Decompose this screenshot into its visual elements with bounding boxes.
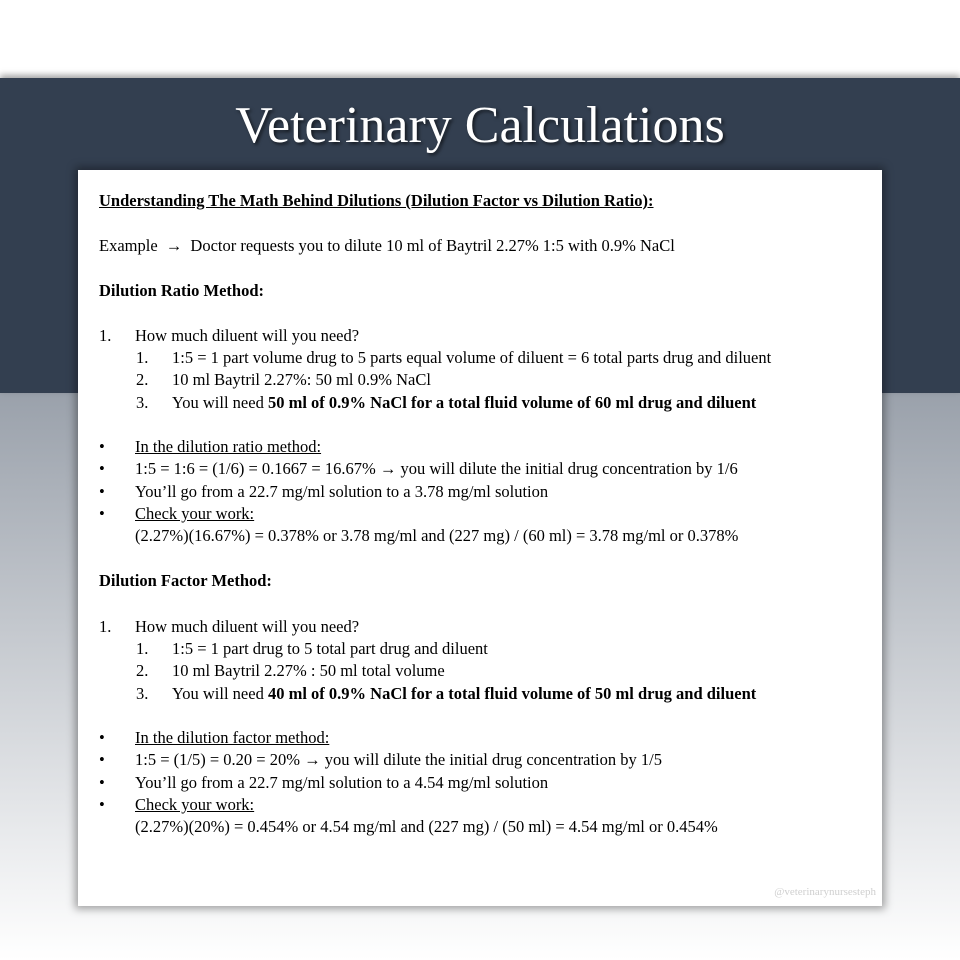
content-card xyxy=(78,170,882,906)
factor-check-text: (2.27%)(20%) = 0.454% or 4.54 mg/ml and (227 mg) / (50 ml) = 4.54 mg/ml or 0.454% xyxy=(135,817,718,836)
bullet-icon: • xyxy=(99,750,105,769)
ratio-bullet-result: You’ll go from a 22.7 mg/ml solution to a 3.78 mg/ml solution xyxy=(135,482,549,501)
factor-calc-post: you will dilute the initial drug concentration by 1/5 xyxy=(320,750,662,769)
factor-method-heading: Dilution Factor Method: xyxy=(99,571,272,590)
factor-calc-pre: 1:5 = (1/5) = 0.20 = 20% xyxy=(135,750,305,769)
ratio-step-number: 3. xyxy=(136,393,149,412)
ratio-step-answer: 50 ml of 0.9% NaCl for a total fluid volume of 60 ml drug and diluent xyxy=(267,393,757,412)
factor-bullet-calc xyxy=(135,750,662,770)
ratio-bullet-heading: In the dilution ratio method: xyxy=(135,437,322,456)
ratio-check-text: (2.27%)(16.67%) = 0.378% or 3.78 mg/ml and (227 mg) / (60 ml) = 3.78 mg/ml or 0.378% xyxy=(135,526,739,545)
page-title: Veterinary Calculations xyxy=(235,97,725,154)
bullet-icon: • xyxy=(99,795,105,814)
factor-step-pre: You will need xyxy=(172,684,268,703)
ratio-step-text xyxy=(172,393,756,413)
factor-step-number: 3. xyxy=(136,684,149,703)
section-heading: Understanding The Math Behind Dilutions (Dilution Factor vs Dilution Ratio): xyxy=(99,191,654,210)
factor-step-number: 2. xyxy=(136,661,149,680)
arrow-right-icon: → xyxy=(165,236,183,255)
factor-step-text xyxy=(172,684,756,704)
ratio-method-heading: Dilution Ratio Method: xyxy=(99,281,264,300)
factor-question: How much diluent will you need? xyxy=(135,617,360,636)
factor-step-number: 1. xyxy=(136,639,149,658)
ratio-bullet-calc xyxy=(135,459,738,479)
bullet-icon: • xyxy=(99,482,105,501)
example-line xyxy=(99,236,675,256)
ratio-calc-post: you will dilute the initial drug concentration by 1/6 xyxy=(396,459,738,478)
factor-bullet-heading: In the dilution factor method: xyxy=(135,728,330,747)
factor-step-text: 1:5 = 1 part drug to 5 total part drug and diluent xyxy=(172,639,488,658)
ratio-step-number: 1. xyxy=(136,348,149,367)
factor-step-text: 10 ml Baytril 2.27% : 50 ml total volume xyxy=(172,661,445,680)
bullet-icon: • xyxy=(99,504,105,523)
arrow-right-icon: → xyxy=(379,459,397,478)
example-text: Doctor requests you to dilute 10 ml of Baytril 2.27% 1:5 with 0.9% NaCl xyxy=(190,236,675,255)
ratio-question-number: 1. xyxy=(99,326,112,345)
watermark: @veterinarynursesteph xyxy=(774,886,876,898)
bullet-icon: • xyxy=(99,459,105,478)
ratio-step-text: 1:5 = 1 part volume drug to 5 parts equal volume of diluent = 6 total parts drug and diluent xyxy=(172,348,772,367)
factor-step-answer: 40 ml of 0.9% NaCl for a total fluid volume of 50 ml drug and diluent xyxy=(267,684,757,703)
ratio-check-heading: Check your work: xyxy=(135,504,255,523)
factor-check-heading: Check your work: xyxy=(135,795,255,814)
arrow-right-icon: → xyxy=(304,750,321,769)
bullet-icon: • xyxy=(99,773,105,792)
ratio-step-text: 10 ml Baytril 2.27%: 50 ml 0.9% NaCl xyxy=(172,370,431,389)
ratio-step-number: 2. xyxy=(136,370,149,389)
ratio-step-pre: You will need xyxy=(172,393,268,412)
ratio-question: How much diluent will you need? xyxy=(135,326,360,345)
example-label: Example xyxy=(99,236,158,255)
factor-bullet-result: You’ll go from a 22.7 mg/ml solution to a 4.54 mg/ml solution xyxy=(135,773,549,792)
bullet-icon: • xyxy=(99,728,105,747)
bullet-icon: • xyxy=(99,437,105,456)
ratio-calc-pre: 1:5 = 1:6 = (1/6) = 0.1667 = 16.67% xyxy=(135,459,380,478)
factor-question-number: 1. xyxy=(99,617,112,636)
